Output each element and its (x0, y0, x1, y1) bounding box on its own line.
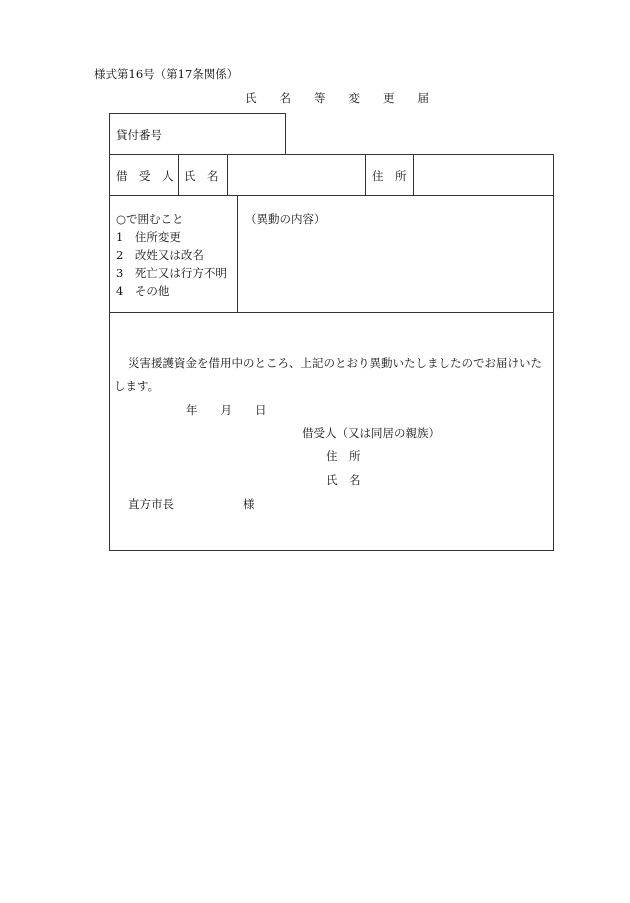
change-details-label: （異動の内容） (245, 212, 326, 226)
option-item: 4 その他 (116, 284, 170, 298)
borrower-address-value (414, 155, 553, 195)
name-label: 氏 名 (184, 169, 219, 183)
loan-number-label: 貸付番号 (116, 128, 162, 142)
form-title: 氏 名 等 変 更 届 (245, 91, 429, 105)
date-line: 年 月 日 (186, 403, 267, 417)
option-item: 2 改姓又は改名 (116, 248, 204, 262)
form-number: 様式第16号（第17条関係） (94, 67, 239, 81)
recipient: 直方市長 様 (128, 497, 255, 511)
signer-label: 借受人（又は同居の親族） (302, 426, 440, 440)
body-text-line2: します。 (114, 379, 160, 393)
circle-instruction: ○で囲むこと (116, 212, 184, 226)
option-item: 3 死亡又は行方不明 (116, 266, 227, 280)
address-label: 住 所 (372, 169, 407, 183)
borrower-name-value (228, 155, 364, 195)
signer-address-label: 住 所 (326, 449, 361, 463)
signer-name-label: 氏 名 (326, 473, 361, 487)
body-text-line1: 災害援護資金を借用中のところ、上記のとおり異動いたしましたのでお届けいた (128, 356, 542, 370)
borrower-label: 借 受 人 (116, 169, 174, 183)
loan-number-value (286, 114, 553, 154)
option-item: 1 住所変更 (116, 230, 181, 244)
